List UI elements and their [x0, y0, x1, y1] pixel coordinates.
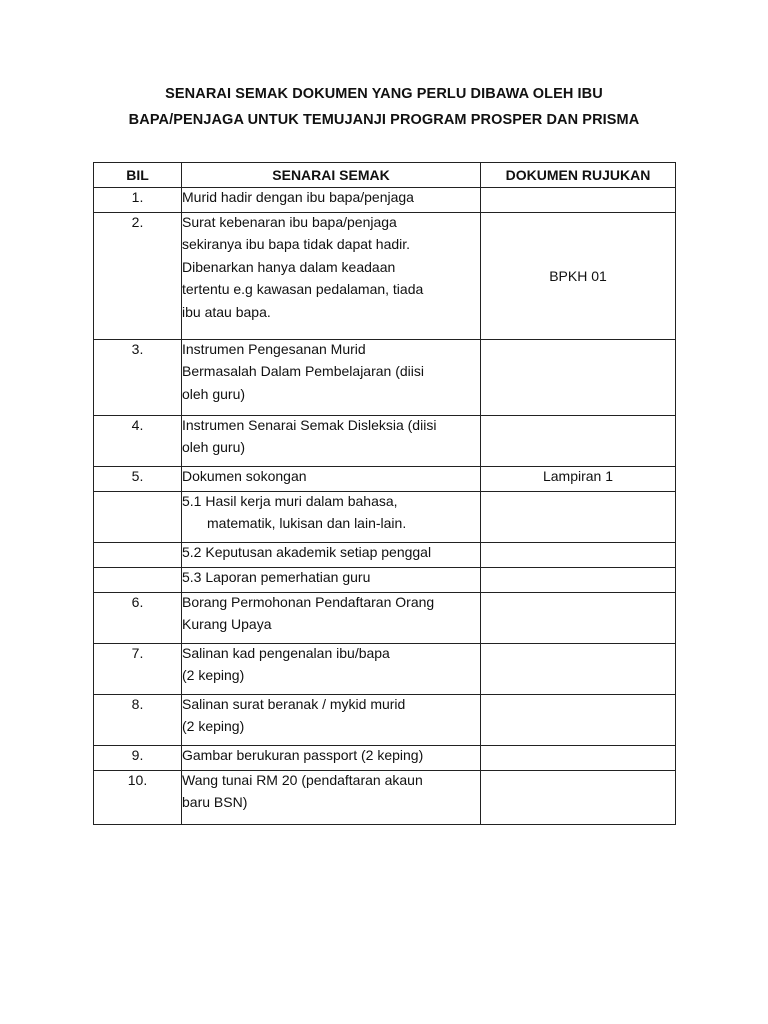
row-reference — [481, 593, 676, 644]
item-line: Surat kebenaran ibu bapa/penjaga — [182, 214, 397, 230]
item-line: Instrumen Senarai Semak Disleksia (diisi — [182, 417, 437, 433]
table-row — [94, 543, 676, 568]
row-number: 6. — [94, 593, 182, 644]
item-line: Dokumen sokongan — [182, 468, 307, 484]
row-number: 4. — [94, 416, 182, 467]
item-line: ibu atau bapa. — [182, 303, 271, 320]
row-reference — [481, 568, 676, 593]
row-item — [182, 213, 481, 340]
row-item — [182, 593, 481, 644]
row-item — [182, 543, 481, 568]
item-line: (2 keping) — [182, 667, 245, 684]
item-line: Borang Permohonan Pendaftaran Orang — [182, 594, 435, 610]
item-line: baru BSN) — [182, 794, 248, 811]
document-title-line-2: BAPA/PENJAGA UNTUK TEMUJANJI PROGRAM PROSPER DAN PRISMA — [128, 112, 640, 128]
table-row — [94, 695, 676, 746]
row-reference — [481, 695, 676, 746]
row-item — [182, 746, 481, 771]
row-number: 7. — [94, 644, 182, 695]
table-row — [94, 746, 676, 771]
row-number — [94, 543, 182, 568]
row-item — [182, 340, 481, 416]
row-reference: BPKH 01 — [481, 213, 676, 340]
table-row — [94, 593, 676, 644]
header-bil: BIL — [94, 163, 182, 188]
row-reference — [481, 188, 676, 213]
item-line: Bermasalah Dalam Pembelajaran (diisi — [182, 363, 424, 380]
item-line: tertentu e.g kawasan pedalaman, tiada — [182, 281, 424, 298]
row-item — [182, 695, 481, 746]
header-senarai-semak: SENARAI SEMAK — [182, 163, 481, 188]
row-reference — [481, 340, 676, 416]
table-row — [94, 416, 676, 467]
row-reference — [481, 416, 676, 467]
item-line: Gambar berukuran passport (2 keping) — [182, 747, 424, 763]
table-header-row — [94, 163, 676, 188]
table-row — [94, 644, 676, 695]
item-line: sekiranya ibu bapa tidak dapat hadir. — [182, 236, 411, 253]
item-line: 5.3 Laporan pemerhatian guru — [182, 569, 371, 585]
table-row — [94, 771, 676, 825]
table-row — [94, 568, 676, 593]
row-number: 10. — [94, 771, 182, 825]
row-item — [182, 492, 481, 543]
row-number: 9. — [94, 746, 182, 771]
item-line: 5.1 Hasil kerja muri dalam bahasa, — [182, 493, 398, 509]
row-number — [94, 568, 182, 593]
row-item — [182, 467, 481, 492]
row-reference: Lampiran 1 — [481, 467, 676, 492]
row-item — [182, 568, 481, 593]
row-number — [94, 492, 182, 543]
item-line: 5.2 Keputusan akademik setiap penggal — [182, 544, 432, 560]
item-line: Salinan surat beranak / mykid murid — [182, 696, 406, 712]
row-reference — [481, 771, 676, 825]
row-reference — [481, 492, 676, 543]
item-line: oleh guru) — [182, 385, 246, 402]
table-row — [94, 467, 676, 492]
item-line: matematik, lukisan dan lain-lain. — [207, 515, 407, 532]
table-row — [94, 340, 676, 416]
table-row — [94, 213, 676, 340]
row-item — [182, 771, 481, 825]
document-title-line-1: SENARAI SEMAK DOKUMEN YANG PERLU DIBAWA OLEH IBU — [165, 86, 603, 102]
checklist-table — [93, 162, 676, 825]
row-item — [182, 644, 481, 695]
header-dokumen-rujukan: DOKUMEN RUJUKAN — [481, 163, 676, 188]
item-line: Wang tunai RM 20 (pendaftaran akaun — [182, 772, 423, 788]
row-number: 1. — [94, 188, 182, 213]
item-line: oleh guru) — [182, 439, 246, 456]
item-line: Salinan kad pengenalan ibu/bapa — [182, 645, 390, 661]
row-number: 5. — [94, 467, 182, 492]
row-number: 2. — [94, 213, 182, 340]
item-line: Murid hadir dengan ibu bapa/penjaga — [182, 189, 414, 205]
row-item — [182, 416, 481, 467]
item-line: Kurang Upaya — [182, 616, 272, 633]
row-reference — [481, 543, 676, 568]
row-number: 3. — [94, 340, 182, 416]
row-reference — [481, 644, 676, 695]
table-row — [94, 188, 676, 213]
table-row — [94, 492, 676, 543]
item-line: Dibenarkan hanya dalam keadaan — [182, 258, 396, 275]
row-reference — [481, 746, 676, 771]
row-number: 8. — [94, 695, 182, 746]
item-line: (2 keping) — [182, 718, 245, 735]
row-item — [182, 188, 481, 213]
item-line: Instrumen Pengesanan Murid — [182, 341, 366, 357]
